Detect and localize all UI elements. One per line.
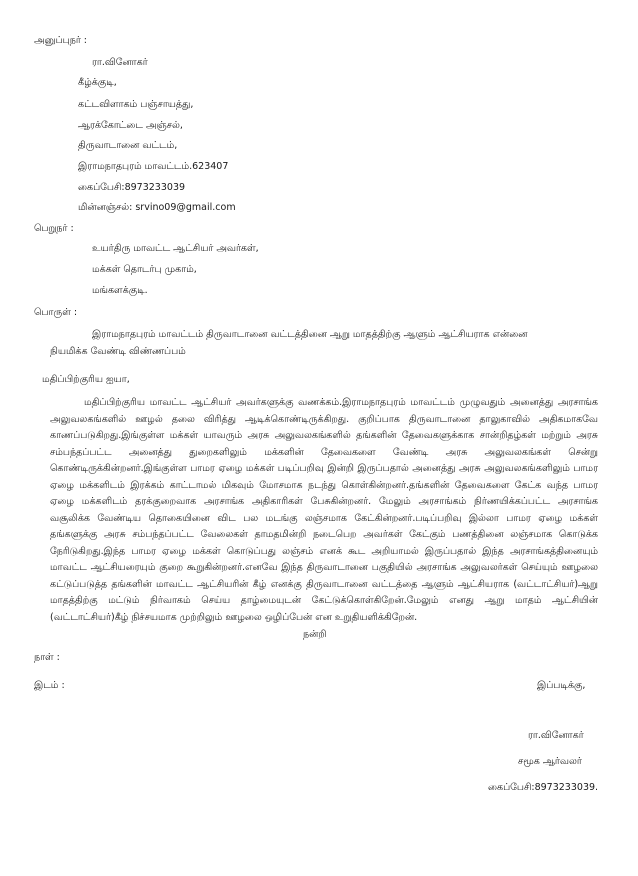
- salutation: மதிப்பிற்குரிய ஐயா,: [42, 374, 130, 385]
- sender-email: மின்னஞ்சல்: srvino09@gmail.com: [78, 202, 236, 213]
- letter-body: [50, 395, 598, 626]
- date-label: நாள் :: [34, 652, 60, 663]
- closing: இப்படிக்கு,: [537, 680, 586, 691]
- letter-body-text: மதிப்பிற்குரிய மாவட்ட ஆட்சியர் அவர்களுக்கு வணக்கம்.இராமநாதபுரம் மாவட்டம் முழுவதும் அனைத்து அரசாங்க அலுவலகங்களில் ஊழல் தலை விரித்து ஆடிக்கொண்டிருக்கிறது. குறிப்பாக திருவாடானை தாலுகாவில் அதிகமாகவே காணப்படுகிறது.இங்குள்ள மக்கள் யாவரும் அரசு அலுவலகங்களில் தங்களின் தேவைகளுக்காக சான்றிதழ்கள் மற்றும் அரசு சம்பந்தப்பட்ட அனைத்து துறைகளிலும் மக்களின் தேவைகளை வேண்டி அரசு அலுவலகங்கள் சென்று கொண்டிருக்கின்றனர்.இங்குள்ள பாமர ஏழை மக்கள் படிப்பறிவு இன்றி இருப்பதால் அனைத்து அரசு அலுவலகங்களிலும் பாமர ஏழை மக்களிடம் இரக்கம் காட்டாமல் மிகவும் மோசமாக நடந்து கொள்கின்றனர்.தங்களின் தேவைகளை கேட்க வந்த பாமர ஏழை மக்களிடம் தரக்குறைவாக அரசாங்க அதிகாரிகள் பேசுகின்றனர். மேலும் அரசாங்கம் நிர்ணயிக்கப்பட்ட அரசாங்க வசூலிக்க வேண்டிய தொகையினை விட பல மடங்கு லஞ்சமாக கேட்கின்றனர்.படிப்பறிவு இல்லா பாமர ஏழை மக்கள் தங்களுக்கு அரசு சம்பந்தப்பட்ட வேலைகள் தாமதமின்றி நடைபெற அவர்கள் கேட்கும் பணத்தினை லஞ்சமாக கொடுக்க நேரிடுகிறது.இந்த பாமர ஏழை மக்கள் கொடுப்பது லஞ்சம் எனக் கூட அறியாமல் இருப்பதால் இந்த அரசாங்கத்தினையும் மாவட்ட ஆட்சியரையும் குறை கூறுகின்றனர்.எனவே இந்த திருவாடானை பகுதியில் அரசாங்க அலுவலர்கள் செய்யும் ஊழலை கட்டுப்படுத்த தங்களின் மாவட்ட ஆட்சியரின் கீழ் எனக்கு திருவாடானை வட்டத்தை ஆளும் ஆட்சியராக (வட்டாட்சியர்)ஆறு மாதத்திற்கு மட்டும் நிர்வாகம் செய்ய தாழ்மையுடன் கேட்டுக்கொள்கிறேன்.மேலும் எனது ஆறு மாதம் ஆட்சியின் (வட்டாட்சியர்)கீழ் நிச்சயமாக முற்றிலும் ஊழலை ஒழிப்பேன் என உறுதியளிக்கிறேன்.: [50, 397, 598, 623]
- sender-address-line: திருவாடானை வட்டம்,: [78, 140, 178, 151]
- subject-line-1: இராமநாதபுரம் மாவட்டம் திருவாடானை வட்டத்தினை ஆறு மாதத்திற்கு ஆளும் ஆட்சியராக என்னை: [92, 329, 528, 340]
- sender-phone: கைப்பேசி:8973233039: [78, 182, 186, 193]
- subject-line-2: நியமிக்க வேண்டி விண்ணப்பம்: [50, 346, 186, 357]
- sender-address-line: ஆரக்கோட்டை அஞ்சல்,: [78, 120, 183, 131]
- recipient-label: பெறுநர் :: [34, 223, 74, 234]
- signature-name: ரா.வினோகர்: [528, 730, 584, 741]
- signature-phone: கைப்பேசி:8973233039.: [488, 782, 599, 793]
- sender-address-line: கட்டவிளாகம் பஞ்சாயத்து,: [78, 99, 194, 110]
- recipient-line: உயர்திரு மாவட்ட ஆட்சியர் அவர்கள்,: [92, 243, 259, 254]
- thanks: நன்றி: [303, 629, 327, 640]
- subject-label: பொருள் :: [34, 307, 78, 318]
- signature-title: சமூக ஆர்வலர்: [518, 756, 582, 767]
- place-label: இடம் :: [34, 680, 65, 691]
- sender-label: அனுப்புநர் :: [34, 35, 87, 46]
- recipient-line: மக்கள் தொடர்பு முகாம்,: [92, 264, 197, 275]
- sender-name: ரா.வினோகர்: [92, 57, 148, 68]
- recipient-line: மங்களக்குடி.: [92, 285, 148, 296]
- sender-address-line: இராமநாதபுரம் மாவட்டம்.623407: [78, 161, 229, 172]
- sender-address-line: கீழ்க்குடி,: [78, 77, 117, 88]
